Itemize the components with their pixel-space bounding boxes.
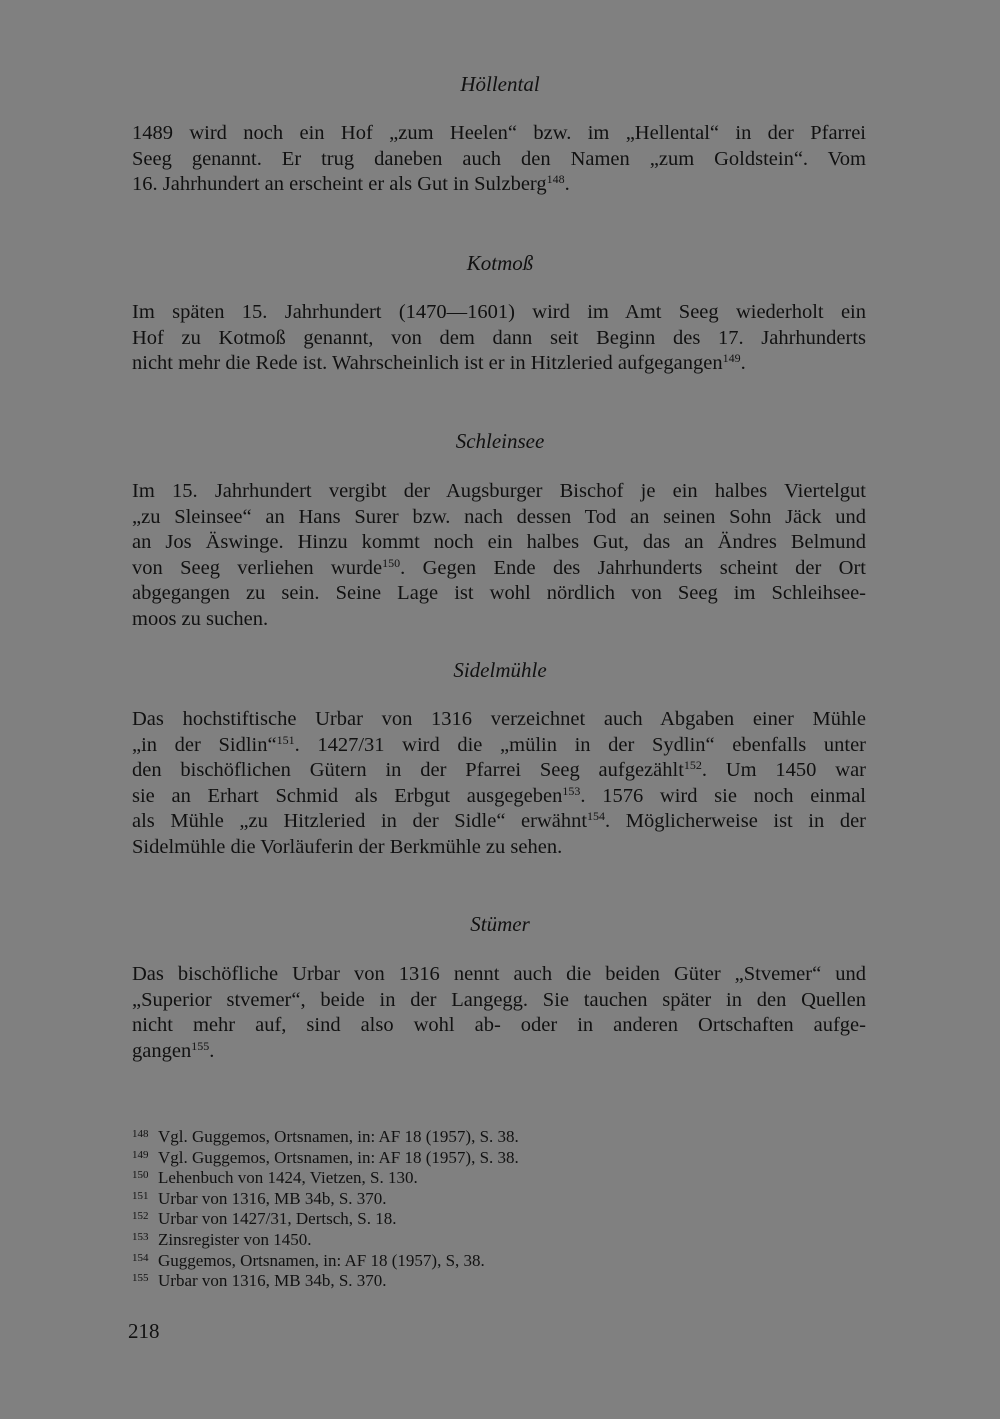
text-line — [132, 351, 866, 377]
footnote-ref: 151 — [276, 732, 295, 747]
footnote-text: Guggemos, Ortsnamen, in: AF 18 (1957), S, 38. — [158, 1250, 485, 1270]
footnote-ref: 152 — [683, 758, 702, 772]
section-heading-stuemer: Stümer — [470, 912, 530, 936]
footnote-item: 154 Guggemos, Ortsnamen, in: AF 18 (1957), S, 38. — [132, 1250, 485, 1270]
footnote-text: Urbar von 1316, MB 34b, S. 370. — [158, 1188, 387, 1208]
footnotes — [132, 1127, 866, 1292]
section-text-hoellental — [132, 121, 866, 198]
footnote-text: Vgl. Guggemos, Ortsnamen, in: AF 18 (1957), S. 38. — [158, 1147, 519, 1167]
text-run: . Gegen Ende des Jahrhunderts scheint der Ort — [400, 556, 867, 579]
footnote-item: 153 Zinsregister von 1450. — [132, 1229, 312, 1249]
footnote-ref: 155 — [191, 1038, 210, 1053]
text-line — [132, 300, 866, 326]
text-run: Das bischöfliche Urbar von 1316 nennt auch die beiden Güter „Stvemer“ und — [132, 963, 866, 985]
text-run: 1489 wird noch ein Hof „zum Heelen“ bzw. im „Hellental“ in der Pfarrei — [132, 122, 866, 144]
text-run: Das hochstiftische Urbar von 1316 verzeichnet auch Abgaben einer Mühle — [132, 708, 866, 730]
section-heading-schleinsee: Schleinsee — [455, 429, 545, 453]
text-run: . 1576 wird sie noch einmal — [580, 784, 866, 807]
text-run: gangen — [132, 1039, 192, 1062]
page-number: 218 — [128, 1319, 160, 1343]
footnote-item: 150 Lehenbuch von 1424, Vietzen, S. 130. — [132, 1168, 418, 1188]
footnote-ref: 149 — [722, 351, 741, 365]
text-run: . Möglicherweise ist in der — [605, 810, 866, 832]
footnote-item: 152 Urbar von 1427/31, Dertsch, S. 18. — [132, 1209, 397, 1229]
text-line — [132, 479, 866, 505]
text-line — [132, 530, 866, 556]
footnote-text: Zinsregister von 1450. — [158, 1229, 312, 1249]
section-text-sidelmuehle — [132, 707, 866, 860]
text-run: . Um 1450 war — [701, 759, 866, 781]
text-line — [132, 326, 866, 352]
text-line — [132, 733, 866, 759]
text-run: . — [564, 173, 570, 195]
text-line — [132, 147, 866, 173]
text-run: abgegangen zu sein. Seine Lage ist wohl nördlich von Seeg im Schleihsee- — [132, 582, 866, 604]
section-text-stuemer — [132, 962, 866, 1064]
text-run: von Seeg verliehen wurde — [132, 556, 383, 579]
text-line — [132, 809, 866, 835]
text-line — [132, 758, 866, 784]
text-run: nicht mehr die Rede ist. Wahrscheinlich ist er in Hitzleried aufgegangen — [132, 352, 723, 374]
footnote-ref: 148 — [546, 172, 565, 186]
text-line — [132, 121, 866, 147]
section-heading-kotmoss: Kotmoß — [466, 251, 534, 275]
text-run: „in der Sidlin“ — [132, 733, 277, 756]
text-line — [132, 556, 866, 582]
text-run: . 1427/31 wird die „mülin in der Sydlin“ ebenfalls unter — [294, 733, 866, 756]
section-text-kotmoss — [132, 300, 866, 377]
text-run: Hof zu Kotmoß genannt, von dem dann seit Beginn des 17. Jahrhunderts — [132, 326, 866, 349]
text-run: den bischöflichen Gütern in der Pfarrei Seeg aufgezählt — [132, 759, 684, 781]
text-run: als Mühle „zu Hitzleried in der Sidle“ erwähnt — [132, 810, 588, 832]
text-line — [132, 172, 866, 198]
section-text-schleinsee — [132, 479, 866, 632]
text-run: „zu Sleinsee“ an Hans Surer bzw. nach dessen Tod an seinen Sohn Jäck und — [132, 505, 866, 528]
text-run: nicht mehr auf, sind also wohl ab- oder in anderen Ortschaften aufge- — [132, 1014, 866, 1036]
footnote-text: Urbar von 1427/31, Dertsch, S. 18. — [158, 1209, 397, 1229]
text-run: 16. Jahrhundert an erscheint er als Gut in Sulzberg — [132, 173, 547, 195]
text-line — [132, 962, 866, 988]
footnote-item: 149 Vgl. Guggemos, Ortsnamen, in: AF 18 (1957), S. 38. — [132, 1147, 519, 1167]
footnote-item: 148 Vgl. Guggemos, Ortsnamen, in: AF 18 (1957), S. 38. — [132, 1127, 519, 1146]
text-run: sie an Erhart Schmid als Erbgut ausgegeben — [132, 784, 563, 807]
text-line — [132, 581, 866, 607]
text-line — [132, 505, 866, 531]
text-line — [132, 707, 866, 733]
text-line — [132, 835, 866, 861]
text-line — [132, 607, 866, 633]
text-line — [132, 1039, 866, 1065]
footnote-text: Vgl. Guggemos, Ortsnamen, in: AF 18 (1957), S. 38. — [158, 1127, 519, 1146]
text-line — [132, 784, 866, 810]
text-run: „Superior stvemer“, beide in der Langegg. Sie tauchen später in den Quellen — [132, 988, 866, 1011]
footnote-ref: 153 — [562, 783, 581, 798]
text-line — [132, 1013, 866, 1039]
text-line — [132, 988, 866, 1014]
footnote-item: 151 Urbar von 1316, MB 34b, S. 370. — [132, 1188, 387, 1208]
section-heading-sidelmuehle: Sidelmühle — [453, 658, 547, 682]
footnote-ref: 154 — [587, 809, 606, 823]
text-run: Seeg genannt. Er trug daneben auch den Namen „zum Goldstein“. Vom — [132, 147, 866, 170]
text-run: moos zu suchen. — [132, 607, 269, 630]
text-run: Im 15. Jahrhundert vergibt der Augsburger Bischof je ein halbes Viertelgut — [132, 480, 866, 502]
text-run: . — [209, 1039, 215, 1062]
text-run: Im späten 15. Jahrhundert (1470—1601) wird im Amt Seeg wiederholt ein — [132, 301, 866, 323]
text-run: an Jos Äswinge. Hinzu kommt noch ein halbes Gut, das an Ändres Belmund — [132, 531, 866, 553]
footnote-text: Lehenbuch von 1424, Vietzen, S. 130. — [158, 1168, 418, 1188]
footnote-item: 155 Urbar von 1316, MB 34b, S. 370. — [132, 1271, 387, 1291]
text-run: Sidelmühle die Vorläuferin der Berkmühle zu sehen. — [132, 835, 563, 858]
footnote-text: Urbar von 1316, MB 34b, S. 370. — [158, 1271, 387, 1291]
footnote-ref: 150 — [382, 555, 401, 570]
text-run: . — [740, 352, 746, 374]
section-heading-hoellental: Höllental — [460, 72, 540, 96]
